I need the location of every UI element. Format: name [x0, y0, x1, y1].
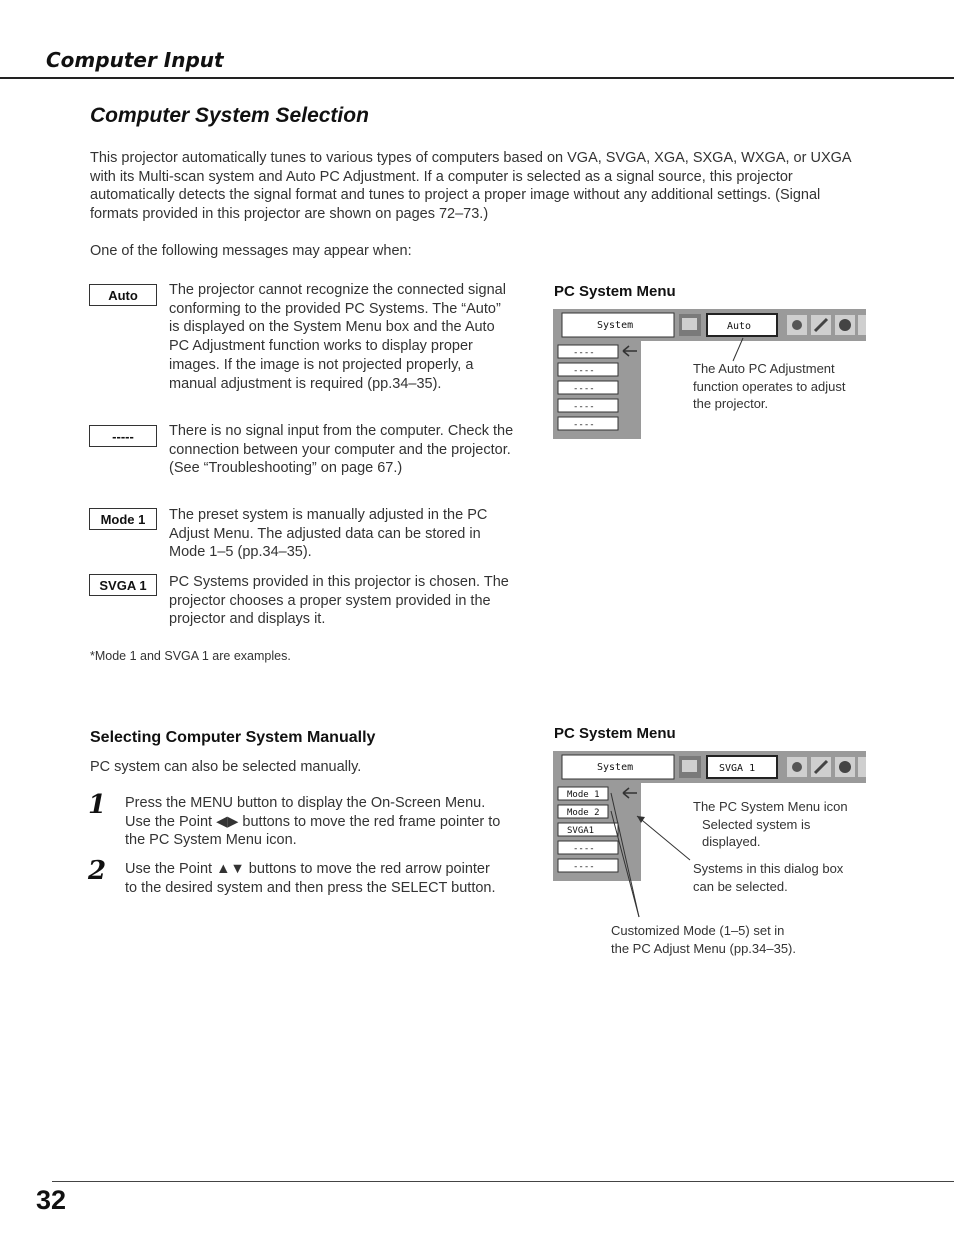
footer-rule — [52, 1181, 954, 1182]
callout-line-1 — [733, 338, 743, 361]
section-header: Computer Input — [46, 48, 224, 72]
step-1-number: 1 — [88, 790, 107, 820]
menu1-item-1: ---- — [573, 348, 595, 358]
menu2-callout-mode: Customized Mode (1–5) set in the PC Adjust Menu (pp.34–35). — [611, 923, 797, 956]
message-text-mode: The preset system is manually adjusted in the PC Adjust Menu. The adjusted data can be stored in Mode 1–5 (pp.34–35). — [169, 507, 488, 561]
message-label-auto: Auto — [89, 284, 157, 306]
menu2-system-label: System — [597, 762, 634, 773]
menu1-heading: PC System Menu — [554, 283, 676, 300]
manual-intro: PC system can also be selected manually. — [90, 759, 362, 775]
message-label-svga: SVGA 1 — [89, 574, 157, 596]
messages-intro: One of the following messages may appear when: — [90, 243, 412, 259]
message-text-auto: The projector cannot recognize the connected signal conforming to the provided PC Systems. The “Auto” is displayed on the System Menu box and the Auto PC Adjustment function works to display proper images. If the image is not projected properly, a manual adjustment is required (pp.34–35). — [169, 282, 506, 392]
page-number: 32 — [36, 1185, 67, 1215]
message-text-no-signal: There is no signal input from the computer. Check the connection between your computer and the projector. (See “Troubleshooting” on page 67.) — [169, 423, 514, 477]
menu1-item-2: ---- — [573, 366, 595, 376]
intro-paragraph: This projector automatically tunes to various types of computers based on VGA, SVGA, XGA, SXGA, WXGA, or UXGA with its Multi-scan system and Auto PC Adjustment. If a computer is selected as a signal source, this projector automatically detects the signal format and tunes to project a proper image without any additional settings. (Signal formats provided in this projector are shown on pages 72–73.) — [90, 150, 851, 223]
header-rule — [0, 77, 954, 79]
menu1-callout: The Auto PC Adjustment function operates to adjust the projector. — [693, 361, 846, 411]
footnote: *Mode 1 and SVGA 1 are examples. — [90, 649, 291, 663]
step-2-text: Use the Point ▲▼ buttons to move the red arrow pointer to the desired system and then press the SELECT button. — [125, 861, 496, 896]
menu1-value-label: Auto — [727, 321, 752, 332]
menu1-system-label: System — [597, 320, 634, 331]
menu1-item-3: ---- — [573, 384, 595, 394]
menu2-heading: PC System Menu — [554, 725, 676, 742]
message-text-svga: PC Systems provided in this projector is chosen. The projector chooses a proper system provided in the projector and displays it. — [169, 574, 509, 628]
menu2-callout-icon: The PC System Menu icon Selected system is displayed. — [693, 799, 848, 849]
page-title: Computer System Selection — [90, 104, 369, 127]
step-2-number: 2 — [88, 856, 107, 886]
menu2-item-3: SVGA1 — [567, 826, 595, 836]
message-label-mode: Mode 1 — [89, 508, 157, 530]
menu1-item-4: ---- — [573, 402, 595, 412]
message-label-no-signal: ----- — [89, 425, 157, 447]
tool-icon-4 — [858, 757, 866, 777]
menu2-callout-systems: Systems in this dialog box can be selected. — [693, 861, 844, 894]
menu2-item-5: ---- — [573, 862, 595, 872]
menu2-item-4: ---- — [573, 844, 595, 854]
step-1-text: Press the MENU button to display the On-Screen Menu. Use the Point ◀▶ buttons to move the red frame pointer to the PC System Menu icon. — [125, 795, 501, 849]
menu1-item-5: ---- — [573, 420, 595, 430]
tool-icon-4 — [858, 315, 866, 335]
callout-line-systems — [637, 816, 690, 860]
manual-heading: Selecting Computer System Manually — [90, 729, 376, 746]
menu2-item-1: Mode 1 — [567, 790, 600, 800]
menu2-item-2: Mode 2 — [567, 808, 600, 818]
menu2-value-label: SVGA 1 — [719, 763, 756, 774]
